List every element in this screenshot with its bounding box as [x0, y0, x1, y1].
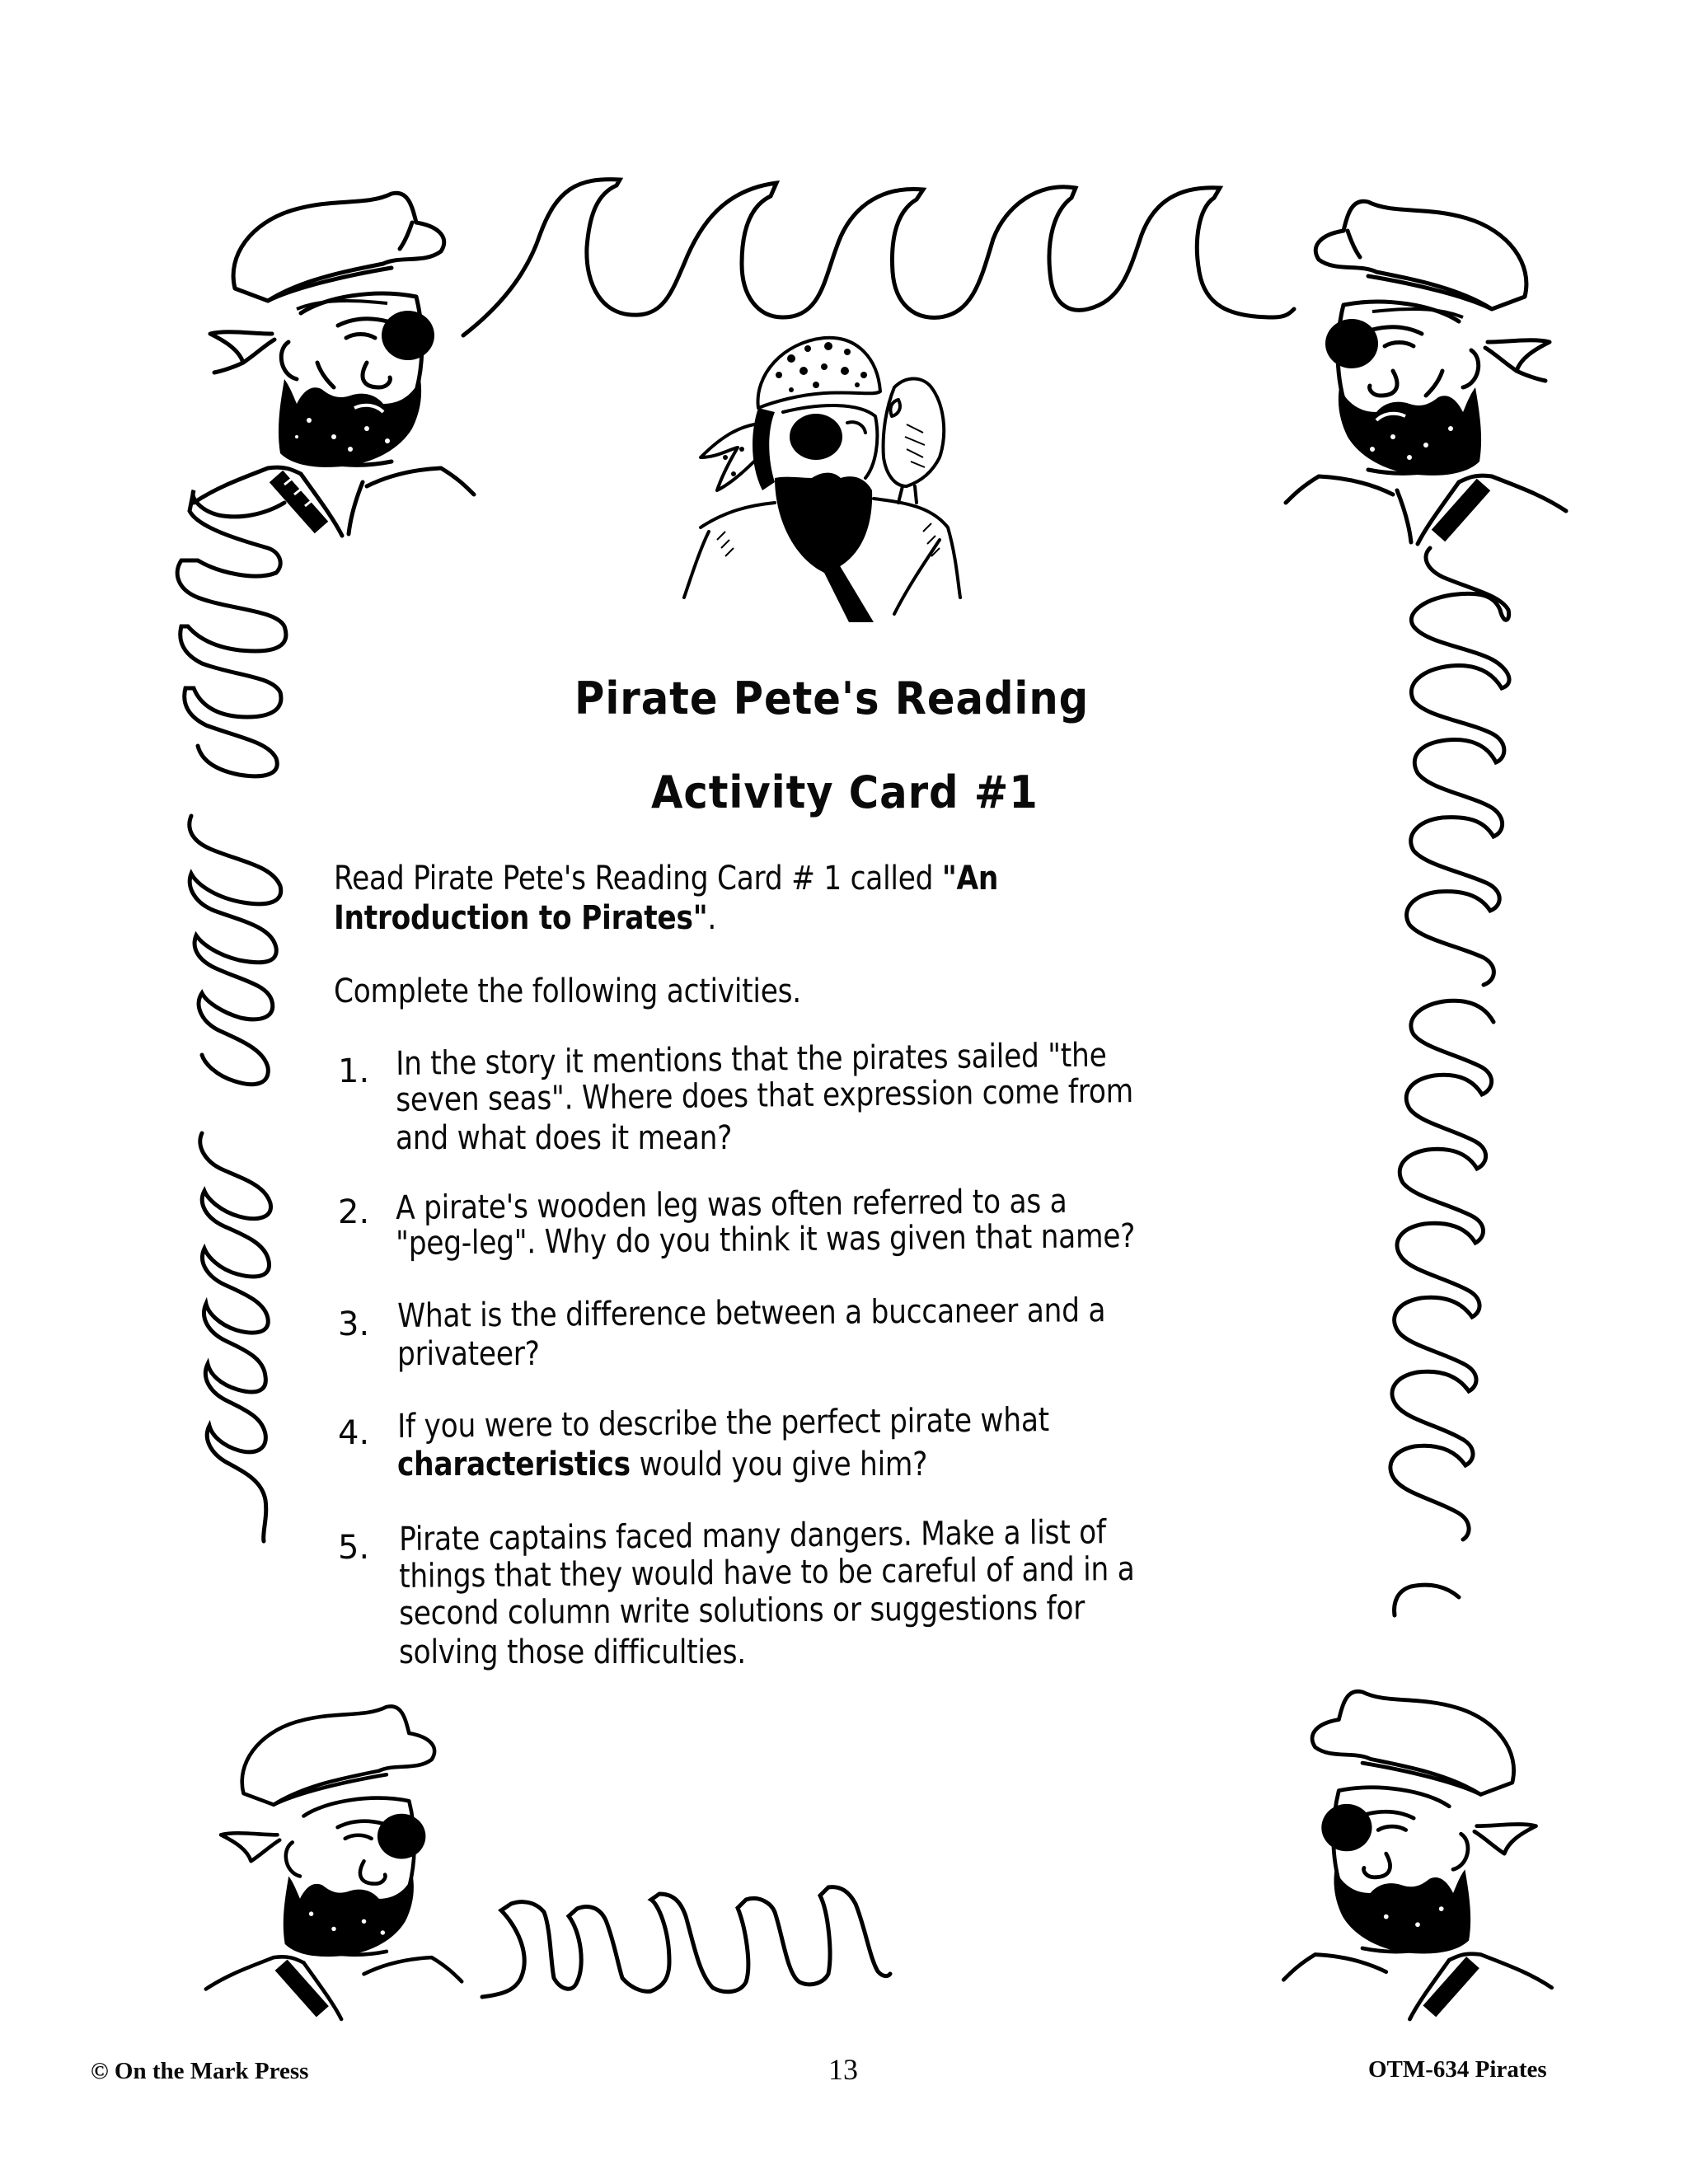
- intro-card-title-part1: "An: [941, 860, 999, 898]
- title-line-2: Activity Card #1: [651, 766, 1039, 818]
- page-number: 13: [828, 2053, 858, 2086]
- pirate-portrait-icon: [177, 1673, 490, 2019]
- pirate-portrait-icon: [177, 157, 490, 536]
- pirate-with-parrot-icon: [659, 326, 989, 622]
- item-number: 4.: [338, 1414, 370, 1452]
- item-number: 1.: [338, 1052, 370, 1090]
- pirate-portrait-icon: [1261, 1657, 1574, 2019]
- product-code: OTM-634 Pirates: [1368, 2056, 1547, 2083]
- item-number: 5.: [338, 1529, 370, 1567]
- keyword-characteristics: characteristics: [397, 1446, 631, 1483]
- item-number: 3.: [338, 1305, 370, 1343]
- copyright: © On the Mark Press: [91, 2058, 309, 2084]
- title-line-1: Pirate Pete's Reading: [574, 673, 1090, 724]
- item-number: 2.: [338, 1193, 370, 1231]
- intro-card-title-part2: Introduction to Pirates": [334, 899, 708, 937]
- intro-text: Read Pirate Pete's Reading Card # 1 called: [334, 860, 942, 898]
- instruction-text: Complete the following activities.: [334, 972, 801, 1010]
- pirate-portrait-icon: [1269, 165, 1582, 544]
